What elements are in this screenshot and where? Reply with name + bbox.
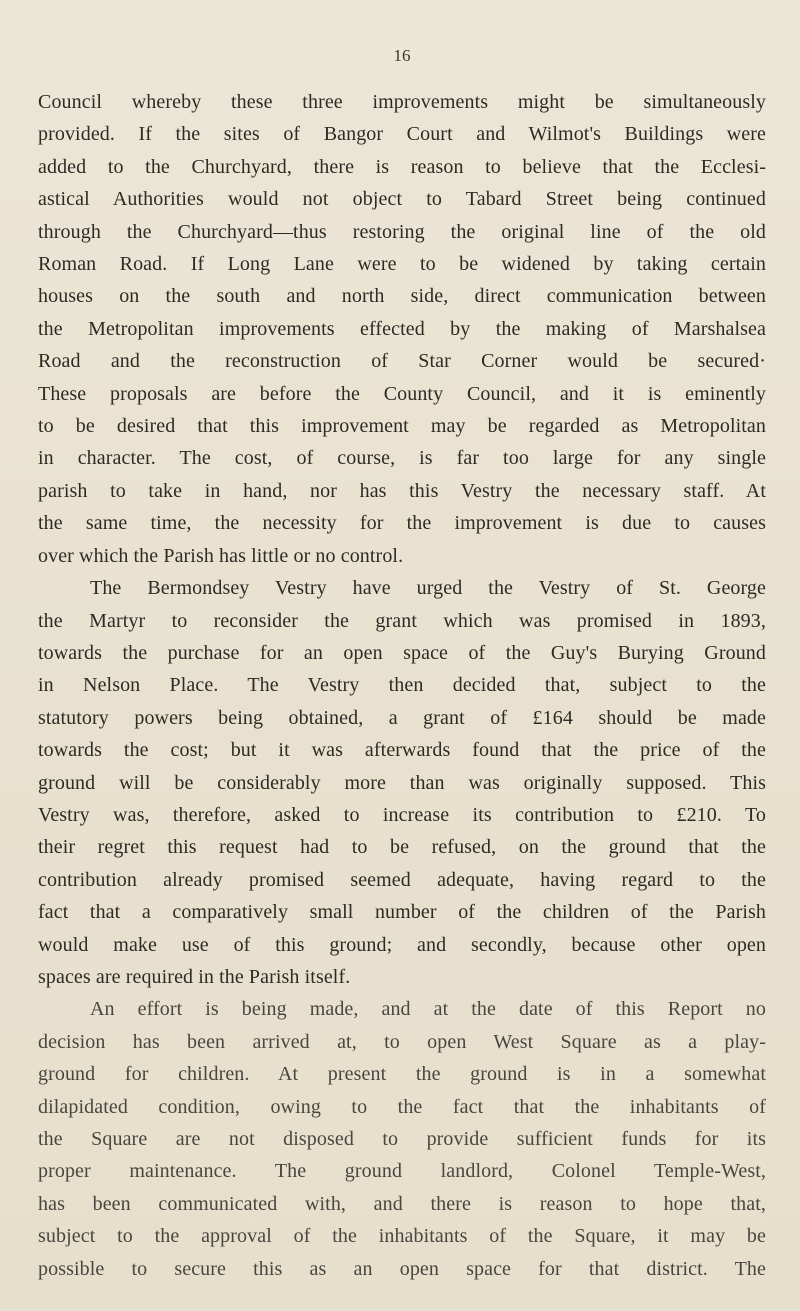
text-line: parish to take in hand, nor has this Vestry the necessary staff. At xyxy=(38,479,766,502)
text-line: to be desired that this improvement may be regarded as Metropolitan xyxy=(38,415,766,438)
text-line: dilapidated condition, owing to the fact that the inhabitants of xyxy=(38,1095,766,1118)
text-line: the Metropolitan improvements effected by the making of Marshalsea xyxy=(38,317,766,340)
text-line: possible to secure this as an open space for that district. The xyxy=(38,1257,766,1280)
text-line: Roman Road. If Long Lane were to be widened by taking certain xyxy=(38,253,766,276)
text-line: the Martyr to reconsider the grant which was promised in 1893, xyxy=(38,609,766,632)
text-line: houses on the south and north side, direct communication between xyxy=(38,285,766,308)
text-line: contribution already promised seemed adequate, having regard to the xyxy=(38,868,766,891)
text-line: astical Authorities would not object to Tabard Street being continued xyxy=(38,188,766,211)
text-line: in character. The cost, of course, is far too large for any single xyxy=(38,447,766,470)
text-line: their regret this request had to be refused, on the ground that the xyxy=(38,836,766,859)
text-line: Road and the reconstruction of Star Corner would be secured· xyxy=(38,350,766,373)
text-line: towards the cost; but it was afterwards found that the price of the xyxy=(38,739,766,762)
text-line: fact that a comparatively small number of the children of the Parish xyxy=(38,901,766,924)
paragraph-3 xyxy=(38,993,766,1285)
text-line: Council whereby these three improvements might be simultaneously xyxy=(38,91,766,113)
text-line: The Bermondsey Vestry have urged the Vestry of St. George xyxy=(90,577,766,600)
text-line: provided. If the sites of Bangor Court and Wilmot's Buildings were xyxy=(38,123,766,146)
text-line: has been communicated with, and there is reason to hope that, xyxy=(38,1192,766,1215)
text-line: the same time, the necessity for the improvement is due to causes xyxy=(38,512,766,535)
text-line: added to the Churchyard, there is reason to believe that the Ecclesi- xyxy=(38,155,766,178)
text-line: in Nelson Place. The Vestry then decided that, subject to the xyxy=(38,674,766,697)
text-line: the Square are not disposed to provide sufficient funds for its xyxy=(38,1128,766,1150)
text-line: towards the purchase for an open space of the Guy's Burying Ground xyxy=(38,641,766,664)
text-line: decision has been arrived at, to open West Square as a play- xyxy=(38,1030,766,1053)
paragraph-2 xyxy=(38,572,766,993)
text-line: ground will be considerably more than was originally supposed. This xyxy=(38,771,766,794)
text-line: statutory powers being obtained, a grant of £164 should be made xyxy=(38,706,766,729)
text-line: Vestry was, therefore, asked to increase its contribution to £210. To xyxy=(38,803,766,826)
text-line: proper maintenance. The ground landlord, Colonel Temple-West, xyxy=(38,1160,766,1183)
page-number: 16 xyxy=(393,46,411,65)
text-line: ground for children. At present the ground is in a somewhat xyxy=(38,1063,766,1086)
text-line: would make use of this ground; and secondly, because other open xyxy=(38,933,766,956)
text-line: over which the Parish has little or no control. xyxy=(38,544,404,567)
text-line: spaces are required in the Parish itself. xyxy=(38,965,351,988)
text-line: These proposals are before the County Council, and it is eminently xyxy=(38,382,766,405)
paragraph-1 xyxy=(38,86,766,572)
text-line: subject to the approval of the inhabitants of the Square, it may be xyxy=(38,1225,766,1248)
text-line: through the Churchyard—thus restoring the original line of the old xyxy=(38,220,766,243)
text-line: An effort is being made, and at the date of this Report no xyxy=(90,998,766,1021)
